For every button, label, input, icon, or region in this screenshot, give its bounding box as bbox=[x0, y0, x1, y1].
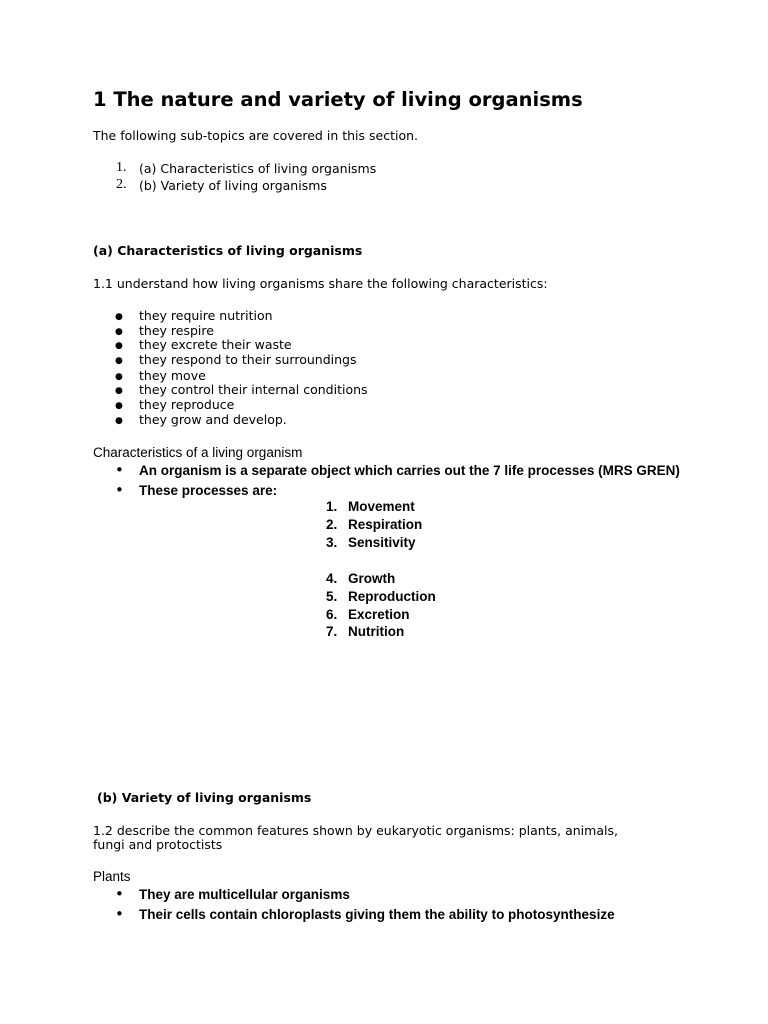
section-a-objective: 1.1 understand how living organisms share the following characteristics: bbox=[93, 276, 548, 291]
list-item: they respond to their surroundings bbox=[139, 352, 357, 367]
process-label: Sensitivity bbox=[348, 535, 416, 550]
process-number: 7. bbox=[326, 624, 338, 639]
bullet-icon: • bbox=[115, 481, 124, 499]
process-number: 6. bbox=[326, 607, 338, 622]
bullet-icon: ● bbox=[115, 356, 123, 366]
section-b-heading: (b) Variety of living organisms bbox=[97, 790, 312, 805]
bullet-icon: • bbox=[115, 885, 124, 903]
list-item: they reproduce bbox=[139, 397, 235, 412]
bullet-icon: ● bbox=[115, 312, 123, 322]
bullet-icon: ● bbox=[115, 327, 123, 337]
process-number: 3. bbox=[326, 535, 338, 550]
bullet-icon: • bbox=[115, 461, 124, 479]
bullet-icon: • bbox=[115, 905, 124, 923]
list-item: they respire bbox=[139, 323, 214, 338]
list-item: they excrete their waste bbox=[139, 337, 292, 352]
list-item: An organism is a separate object which carries out the 7 life processes (MRS GREN) bbox=[139, 463, 680, 478]
process-label: Reproduction bbox=[348, 589, 436, 604]
process-label: Nutrition bbox=[348, 624, 405, 639]
notes-heading: Characteristics of a living organism bbox=[93, 445, 303, 460]
process-label: Growth bbox=[348, 571, 396, 586]
plants-heading: Plants bbox=[93, 869, 131, 884]
subtopic-number: 1. bbox=[116, 160, 127, 175]
bullet-icon: ● bbox=[115, 341, 123, 351]
bullet-icon: ● bbox=[115, 401, 123, 411]
bullet-icon: ● bbox=[115, 416, 123, 426]
process-label: Respiration bbox=[348, 517, 423, 532]
process-label: Excretion bbox=[348, 607, 410, 622]
process-number: 5. bbox=[326, 589, 338, 604]
list-item: they require nutrition bbox=[139, 308, 273, 323]
subtopic-label: (a) Characteristics of living organisms bbox=[139, 161, 377, 176]
intro-text: The following sub-topics are covered in this section. bbox=[93, 128, 418, 143]
list-item: they grow and develop. bbox=[139, 412, 287, 427]
process-number: 4. bbox=[326, 571, 338, 586]
page-title: 1 The nature and variety of living organisms bbox=[93, 88, 583, 111]
list-item: They are multicellular organisms bbox=[139, 887, 350, 902]
section-a-heading: (a) Characteristics of living organisms bbox=[93, 243, 363, 258]
subtopic-label: (b) Variety of living organisms bbox=[139, 178, 327, 193]
section-b-objective-line1: 1.2 describe the common features shown by eukaryotic organisms: plants, animals, bbox=[93, 823, 618, 838]
process-label: Movement bbox=[348, 499, 415, 514]
subtopic-number: 2. bbox=[116, 177, 127, 192]
list-item: they move bbox=[139, 368, 206, 383]
list-item: These processes are: bbox=[139, 483, 278, 498]
process-number: 2. bbox=[326, 517, 338, 532]
bullet-icon: ● bbox=[115, 386, 123, 396]
section-b-objective-line2: fungi and protoctists bbox=[93, 837, 223, 852]
list-item: Their cells contain chloroplasts giving them the ability to photosynthesize bbox=[139, 907, 615, 922]
process-number: 1. bbox=[326, 499, 338, 514]
bullet-icon: ● bbox=[115, 372, 123, 382]
list-item: they control their internal conditions bbox=[139, 382, 368, 397]
